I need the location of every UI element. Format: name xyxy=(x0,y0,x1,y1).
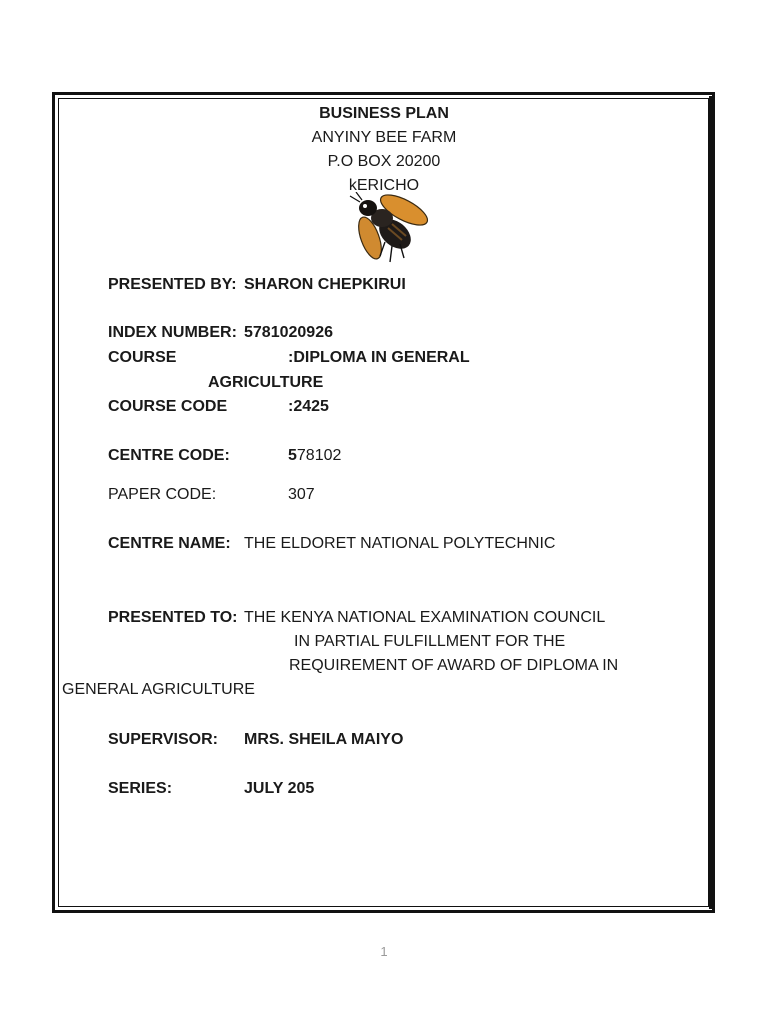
presented-to-line-1: THE KENYA NATIONAL EXAMINATION COUNCIL xyxy=(244,609,606,626)
centre-code-label: CENTRE CODE: xyxy=(108,447,230,464)
series-label: SERIES: xyxy=(108,780,173,797)
series-value: JULY 205 xyxy=(244,780,315,797)
index-number-value: 5781020926 xyxy=(244,324,333,341)
page-border-right-line xyxy=(709,96,712,909)
presented-to-line-3: REQUIREMENT OF AWARD OF DIPLOMA IN xyxy=(289,657,619,674)
document-title: BUSINESS PLAN xyxy=(319,105,449,122)
town: kERICHO xyxy=(348,177,420,194)
course-value-continued: AGRICULTURE xyxy=(208,374,324,391)
supervisor-value: MRS. SHEILA MAIYO xyxy=(244,731,404,748)
page-number: 1 xyxy=(380,944,388,959)
centre-code-first-digit: 5 xyxy=(288,447,297,464)
presented-to-line-4: GENERAL AGRICULTURE xyxy=(62,681,255,698)
presented-by-value: SHARON CHEPKIRUI xyxy=(244,276,406,293)
centre-name-label: CENTRE NAME: xyxy=(108,535,231,552)
farm-name: ANYINY BEE FARM xyxy=(311,129,457,146)
course-label: COURSE xyxy=(108,349,177,366)
paper-code-label: PAPER CODE: xyxy=(108,486,217,503)
presented-by-label: PRESENTED BY: xyxy=(108,276,237,293)
course-code-value: :2425 xyxy=(288,398,329,415)
course-code-label: COURSE CODE xyxy=(108,398,228,415)
course-value: :DIPLOMA IN GENERAL xyxy=(288,349,470,366)
presented-to-label: PRESENTED TO: xyxy=(108,609,238,626)
bee-illustration xyxy=(340,192,434,270)
centre-name-value: THE ELDORET NATIONAL POLYTECHNIC xyxy=(244,535,556,552)
centre-code-value xyxy=(288,446,341,466)
postal-address: P.O BOX 20200 xyxy=(327,153,441,170)
index-number-label: INDEX NUMBER: xyxy=(108,324,237,341)
paper-code-value: 307 xyxy=(288,486,315,503)
supervisor-label: SUPERVISOR: xyxy=(108,731,218,748)
presented-to-line-2: IN PARTIAL FULFILLMENT FOR THE xyxy=(294,633,566,650)
centre-code-rest: 78102 xyxy=(296,447,342,464)
